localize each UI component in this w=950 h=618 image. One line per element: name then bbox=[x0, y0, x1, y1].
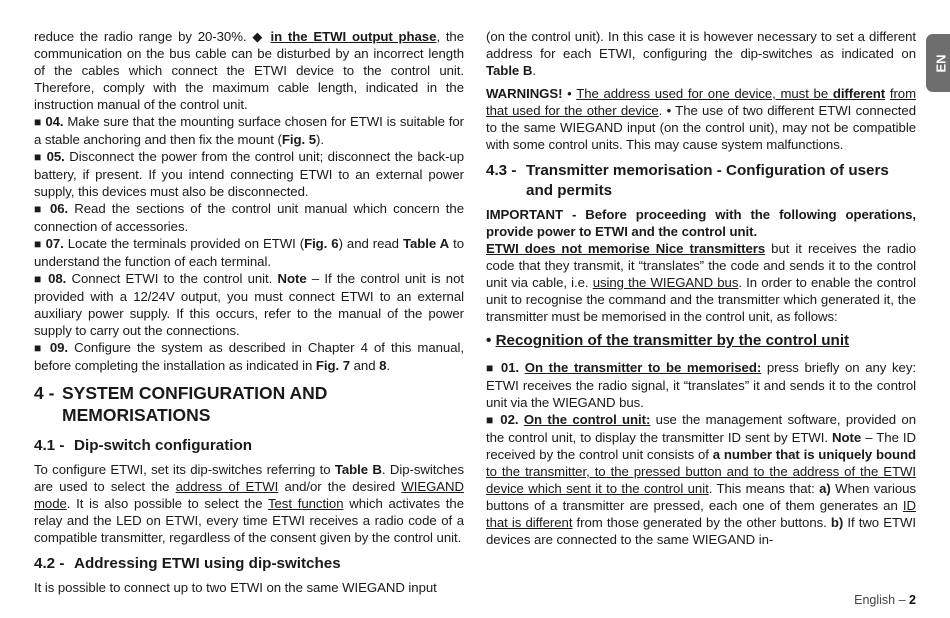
paragraph-4-2: It is possible to connect up to two ETWI on the same WIEGAND input bbox=[34, 580, 437, 595]
bullet-square-icon: ■ bbox=[34, 115, 42, 129]
paragraph-4-1: To configure ETWI, set its dip-switches referring to Table B. Dip-switches are used to select the address of ETWI and/or the desired WIEGAND mode. It is also possible to select the Test function which activates the relay and the LED on ETWI, every time ETWI receives a radio code of a compatible transmitter, regardless of the consent given by the control unit. bbox=[34, 462, 465, 545]
heading-4-2: 4.2 - Addressing ETWI using dip-switches bbox=[34, 555, 341, 572]
heading-4-3: 4.3 - Transmitter memorisation - Configuration of users and permits bbox=[486, 162, 889, 199]
heading-section-4: 4 - SYSTEM CONFIGURATION AND MEMORISATIONS bbox=[34, 383, 328, 425]
step-06: ■ 06. Read the sections of the control unit manual which concern the connection of accessories. bbox=[34, 201, 464, 234]
footer-language: English bbox=[854, 593, 896, 607]
bullet-square-icon: ■ bbox=[34, 272, 43, 286]
language-tab-label: EN bbox=[933, 53, 949, 73]
left-column bbox=[34, 28, 464, 596]
heading-4-1: 4.1 - Dip-switch configuration bbox=[34, 437, 253, 454]
bullet-dot-icon: • bbox=[486, 332, 492, 349]
page-number: 2 bbox=[909, 593, 916, 607]
step-07: ■ 07. Locate the terminals provided on ETWI (Fig. 6) and read Table A to understand the function of each terminal. bbox=[34, 236, 465, 269]
step-04: ■ 04. Make sure that the mounting surface chosen for ETWI is suitable for a stable anchoring and then fix the mount (Fig. 5). bbox=[34, 114, 465, 147]
bullet-square-icon: ■ bbox=[34, 341, 44, 355]
important-note: IMPORTANT - Before proceeding with the following operations, provide power to ETWI and the control unit. bbox=[486, 207, 916, 239]
right-column bbox=[486, 28, 916, 548]
page-footer: English – 2 bbox=[854, 593, 916, 607]
step-02: ■ 02. On the control unit: use the management software, provided on the control unit, to display the transmitter ID sent by ETWI. Note – The ID received by the control unit consists of a number that is uniquely bound to the transmitter, to the pressed button and to the address of the ETWI device which sent it to the control unit. This means that: a) When various buttons of a transmitter are pressed, each one of them generates an ID that is different from those generated by the other buttons. b) If two ETWI devices are connected to the same WIEGAND in- bbox=[486, 412, 916, 547]
bullet-square-icon: ■ bbox=[486, 361, 496, 375]
paragraph-continued: (on the control unit). In this case it is however necessary to set a different address for each ETWI, configuring the dip-switches as indicated on Table B. bbox=[486, 29, 916, 78]
warnings-paragraph: WARNINGS! • The address used for one device, must be different from that used for the other device. • The use of two different ETWI connected to the same WIEGAND input (on the control unit), may not be compatible with some control units. This may cause system malfunctions. bbox=[486, 86, 917, 152]
language-tab bbox=[926, 34, 950, 92]
step-05: ■ 05. Disconnect the power from the control unit; disconnect the back-up battery, if present. If you intend connecting ETWI to an external power supply, this devices must also be disconnected. bbox=[34, 149, 464, 199]
paragraph-4-3: ETWI does not memorise Nice transmitters but it receives the radio code that they transmit, it “translates” the code and sends it to the control unit via cable, i.e. using the WIEGAND bus. In order to enable the control unit to recognise the command and the transmitter which generated it, the transmitter must be memorised in the control unit, as follows: bbox=[486, 241, 916, 324]
paragraph-intro: reduce the radio range by 20-30%. ◆ in the ETWI output phase, the communication on the bus cable can be disturbed by an incorrect length of the cables which connect the ETWI device to the control unit. Therefore, comply with the maximum cable length, indicated in the instruction manual of the control unit. bbox=[34, 29, 464, 112]
bullet-square-icon: ■ bbox=[34, 202, 44, 216]
bullet-square-icon: ■ bbox=[34, 150, 43, 164]
bullet-square-icon: ■ bbox=[34, 237, 42, 251]
step-08: ■ 08. Connect ETWI to the control unit. Note – If the control unit is not provided with a 12/24V output, you must connect ETWI to an external auxiliary power supply. If this occurs, refer to the manual of the power supply to carry out the connections. bbox=[34, 271, 464, 338]
step-01: ■ 01. On the transmitter to be memorised: press briefly on any key: ETWI receives the radio signal, it “translates” it and sends it to the control unit via the WIEGAND bus. bbox=[486, 360, 917, 410]
step-09: ■ 09. Configure the system as described in Chapter 4 of this manual, before completing the installation as indicated in Fig. 7 and 8. bbox=[34, 340, 464, 373]
bullet-square-icon: ■ bbox=[486, 413, 495, 427]
heading-recognition: • Recognition of the transmitter by the control unit bbox=[486, 332, 850, 349]
